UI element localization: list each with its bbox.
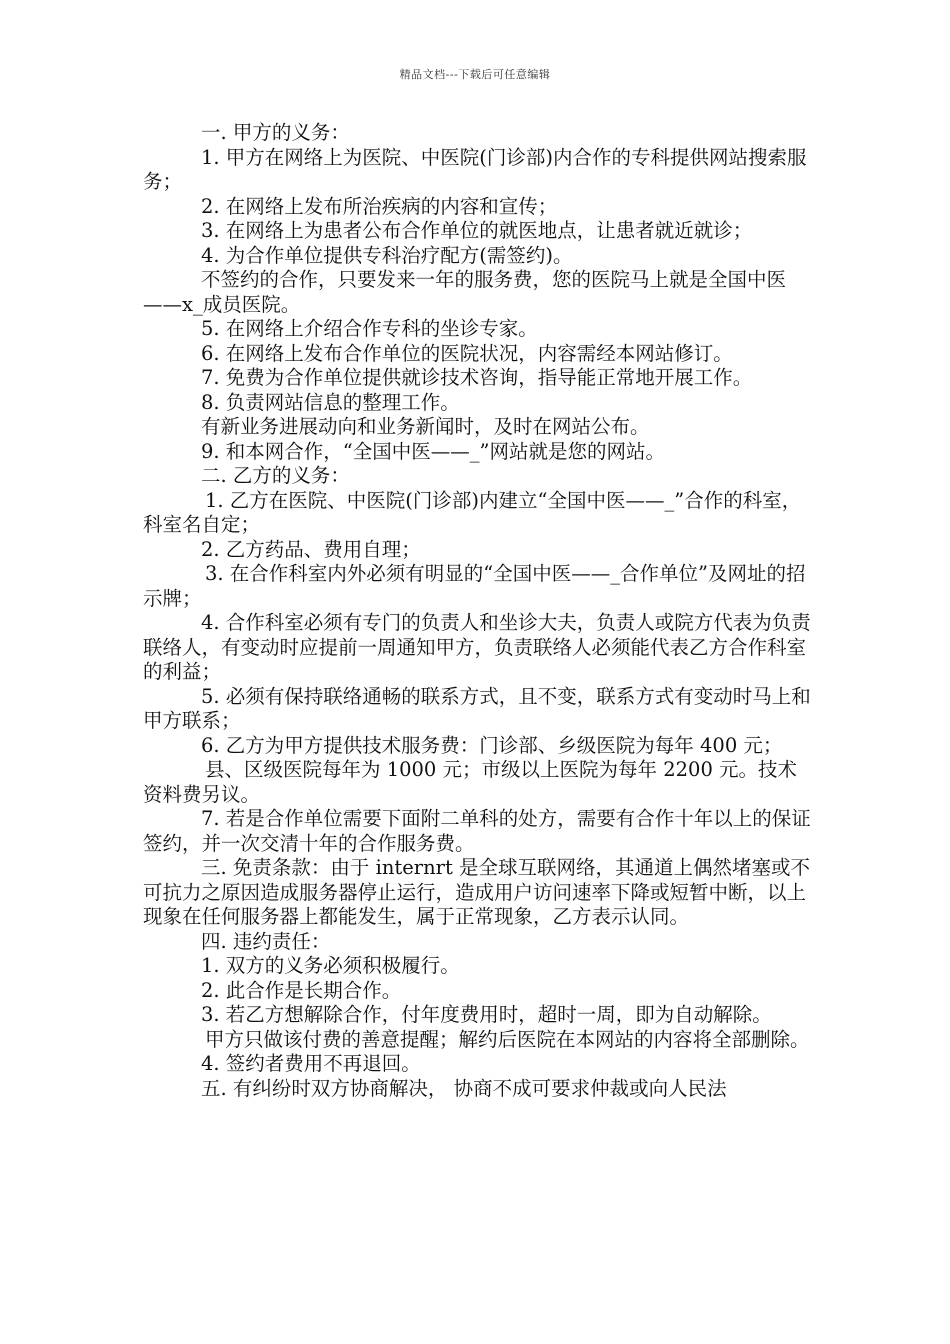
paragraph: 3. 若乙方想解除合作，付年度费用时，超时一周，即为自动解除。 (201, 1003, 772, 1026)
paragraph: 1. 甲方在网络上为医院、中医院(门诊部)内合作的专科提供网站搜索服务； (143, 145, 807, 193)
paragraph: 不签约的合作，只要发来一年的服务费，您的医院马上就是全国中医——x_成员医院。 (143, 268, 787, 316)
section-heading-party-b: 二. 乙方的义务： (201, 464, 350, 487)
paragraph: 1. 乙方在医院、中医院(门诊部)内建立“全国中医——_”合作的科室，科室名自定； (143, 488, 802, 536)
paragraph: 有新业务进展动向和业务新闻时，及时在网站公布。 (201, 415, 650, 438)
paragraph: 5. 必须有保持联络通畅的联系方式，且不变，联系方式有变动时马上和甲方联系； (143, 684, 811, 732)
paragraph: 3. 在网络上为患者公布合作单位的就医地点，让患者就近就诊； (201, 219, 753, 242)
paragraph: 甲方只做该付费的善意提醒；解约后医院在本网站的内容将全部删除。 (205, 1027, 810, 1051)
paragraph: 9. 和本网合作，“全国中医——_”网站就是您的网站。 (201, 439, 665, 463)
section-heading-breach: 四. 违约责任： (201, 929, 331, 953)
paragraph: 3. 在合作科室内外必须有明显的“全国中医——_合作单位”及网址的招示牌； (143, 562, 806, 610)
document-body (143, 121, 813, 1101)
paragraph: 1. 双方的义务必须积极履行。 (201, 954, 460, 977)
paragraph: 6. 乙方为甲方提供技术服务费：门诊部、乡级医院为每年 400 元； (201, 733, 783, 757)
section-heading-dispute: 五. 有纠纷时双方协商解决， 协商不成可要求仲裁或向人民法 (201, 1076, 727, 1100)
section-heading-disclaimer: 三. 免责条款：由于 internrt 是全球互联网络，其通道上偶然堵塞或不可抗力之原因造成服务器停止运行，造成用户访问速率下降或短暂中断，以上现象在任何服务器上都能发生，属于正常现象，乙方表示认同。 (143, 856, 811, 928)
paragraph: 7. 免费为合作单位提供就诊技术咨询，指导能正常地开展工作。 (201, 366, 753, 389)
paragraph: 4. 合作科室必须有专门的负责人和坐诊大夫，负责人或院方代表为负责联络人，有变动时应提前一周通知甲方，负责联络人必须能代表乙方合作科室的利益； (143, 611, 811, 683)
paragraph: 县、区级医院每年为 1000 元；市级以上医院为每年 2200 元。技术资料费另议。 (143, 758, 798, 806)
paragraph: 2. 乙方药品、费用自理； (201, 537, 421, 561)
section-heading-party-a: 一. 甲方的义务： (201, 121, 350, 144)
paragraph: 4. 签约者费用不再退回。 (201, 1052, 421, 1075)
paragraph: 5. 在网络上介绍合作专科的坐诊专家。 (201, 317, 538, 340)
paragraph: 2. 在网络上发布所治疾病的内容和宣传； (201, 194, 558, 218)
paragraph: 6. 在网络上发布合作单位的医院状况，内容需经本网站修订。 (201, 341, 733, 365)
page-header: 精品文档---下载后可任意编辑 (399, 68, 551, 81)
paragraph: 2. 此合作是长期合作。 (201, 978, 402, 1002)
paragraph: 4. 为合作单位提供专科治疗配方(需签约)。 (201, 243, 573, 267)
paragraph: 7. 若是合作单位需要下面附二单科的处方，需要有合作十年以上的保证签约，并一次交清十年的合作服务费。 (143, 807, 811, 855)
paragraph: 8. 负责网站信息的整理工作。 (201, 390, 460, 414)
